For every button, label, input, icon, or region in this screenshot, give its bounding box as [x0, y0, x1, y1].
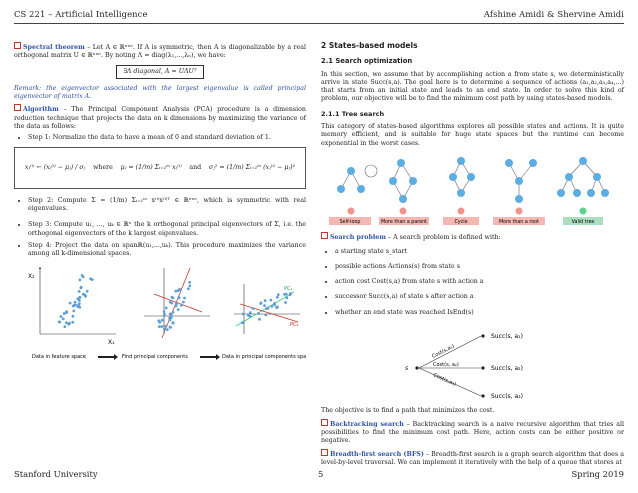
pca-steps-2: [14, 197, 306, 259]
scatter-point: [273, 304, 276, 307]
page-header: [14, 9, 624, 21]
label-more-than-root: More than a root: [499, 219, 539, 225]
scatter-point: [286, 297, 289, 300]
bullet-square-icon: [14, 42, 21, 49]
scatter-point: [78, 306, 81, 309]
section-2-1-1-heading: 2.1.1 Tree search: [321, 109, 385, 118]
search-item-start: • a starting state s_start: [335, 248, 624, 256]
algo-title: Algorithm: [23, 106, 59, 114]
scatter-point: [158, 326, 161, 329]
algo-paragraph: [14, 104, 306, 131]
scatter-point: [161, 326, 164, 329]
scatter-point: [276, 306, 279, 309]
scatter-point: [163, 328, 166, 331]
bfs-text: – Breadth-first search is a graph search algorithm that does a level-by-level traversal. We can implement it iteratively with the help of a queue that stores at: [321, 450, 624, 466]
search-problem-text: – A search problem is defined with:: [385, 234, 501, 242]
scatter-point: [69, 302, 72, 305]
scatter-point: [283, 293, 286, 296]
bullet-square-icon: [321, 232, 328, 239]
section-2-1-heading: 2.1 Search optimization: [321, 57, 413, 66]
scatter-point: [284, 302, 287, 305]
scatter-point: [169, 326, 172, 329]
scatter-point: [172, 322, 175, 325]
footer-term: Spring 2019: [571, 469, 624, 479]
search-problem-title: Search problem: [330, 234, 386, 242]
step-2: • Step 2: Compute Σ = (1/m) Σᵢ₌₁ᵐ x⁽ⁱ⁾x⁽ⁱ⁾ᵀ ∈ ℝⁿˣⁿ, which is symmetric with real eigenvalues.: [28, 197, 306, 214]
graph-succ-3: Succ(s, a₃): [491, 393, 523, 401]
scatter-point: [187, 288, 190, 291]
header-course: CS 221 – Artificial Intelligence: [14, 9, 148, 19]
scatter-point: [65, 322, 68, 325]
scatter-point: [58, 321, 61, 324]
search-item-isend: • whether an end state was reached IsEnd(s): [335, 309, 624, 317]
scatter-point: [258, 318, 261, 321]
feature-space-panel: [28, 268, 116, 346]
scatter-point: [180, 304, 183, 307]
scatter-point: [165, 307, 168, 310]
search-graph-figure: [321, 324, 624, 400]
caption-find-pcs: Find principal components: [122, 354, 188, 361]
scatter-point: [158, 321, 161, 324]
pca-steps: [14, 134, 306, 142]
scatter-point: [166, 329, 169, 332]
graph-succ-2: Succ(s, a₂): [491, 365, 523, 373]
backtracking-paragraph: [321, 419, 624, 446]
scatter-point: [265, 308, 268, 311]
label-valid-tree: Valid tree: [571, 219, 595, 225]
scatter-point: [276, 296, 279, 299]
pc-space-panel: [234, 284, 300, 334]
scatter-point: [79, 279, 82, 282]
scatter-point: [241, 322, 244, 325]
spectral-equation-wrap: [14, 65, 306, 79]
bullet-square-icon: [321, 419, 328, 426]
scatter-point: [264, 300, 267, 303]
tree-node: [347, 167, 355, 175]
scatter-point: [188, 285, 191, 288]
scatter-point: [163, 311, 166, 314]
x1-label: X₁: [108, 339, 115, 347]
scatter-point: [182, 301, 185, 304]
scatter-point: [177, 297, 180, 300]
backtracking-text: – Backtracking search is a naive recursive algorithm that tries all possibilities to find the minimum cost path. Here, action costs can be either positive or negative.: [321, 420, 624, 445]
scatter-point: [249, 312, 252, 315]
pc2-label: PC₂: [290, 322, 299, 329]
eq-sigma: σⱼ² = (1/m) Σᵢ₌₁ᵐ (xⱼ⁽ⁱ⁾ − μⱼ)²: [208, 163, 296, 171]
tree-search-paragraph: This category of states-based algorithms explores all possible states and actions. It is quite memory efficient, and is suitable for huge state spaces but the runtime can become exponential in the worst cases.: [321, 123, 624, 147]
spectral-equation: ∃Λ diagonal, A = UΛUᵀ: [116, 65, 203, 79]
pca-figure: [14, 264, 306, 364]
search-problem-paragraph: [321, 232, 624, 242]
algo-text: – The Principal Component Analysis (PCA) procedure is a dimension reduction technique that projects the data on k dimensions by maximizing the variance of the data as follows:: [14, 106, 306, 131]
search-item-cost: • action cost Cost(s,a) from state s with action a: [335, 278, 624, 286]
caption-feature-space: Data in feature space: [32, 354, 86, 361]
arrow-right-icon: [98, 354, 118, 360]
left-column: [14, 42, 306, 368]
section-2-heading: 2 States-based models: [321, 41, 418, 50]
graph-state-s: s: [405, 365, 409, 373]
step-3: • Step 3: Compute u₁, ..., uₖ ∈ ℝⁿ the k orthogonal principal eigenvectors of Σ, i.e. the orthogonal eigenvectors of the k largest eigenvalues.: [28, 221, 306, 238]
bfs-title: Breadth-first search (BFS): [330, 450, 424, 458]
footer-university: Stanford University: [14, 469, 98, 479]
page-number: 5: [318, 469, 324, 479]
scatter-point: [257, 313, 260, 316]
eq-mu: μⱼ = (1/m) Σᵢ₌₁ᵐ xⱼ⁽ⁱ⁾: [120, 163, 182, 171]
scatter-point: [161, 319, 164, 322]
search-problem-list: [321, 248, 624, 317]
scatter-point: [86, 290, 89, 293]
bfs-paragraph: [321, 449, 624, 468]
scatter-point: [62, 318, 65, 321]
spectral-paragraph: [14, 42, 306, 61]
scatter-point: [242, 313, 245, 316]
scatter-point: [263, 305, 266, 308]
scatter-point: [289, 294, 292, 297]
normalization-equations: [14, 147, 306, 189]
scatter-point: [270, 299, 273, 302]
scatter-point: [79, 296, 82, 299]
scatter-point: [72, 315, 75, 318]
scatter-point: [165, 325, 168, 328]
spectral-title: Spectral theorem: [23, 44, 85, 51]
graph-cost-1: Cost(s,a₁): [431, 343, 456, 360]
right-column: [321, 42, 624, 470]
graph-succ-1: Succ(s, a₁): [491, 333, 523, 341]
scatter-point: [68, 322, 71, 325]
step-4: • Step 4: Project the data on spanℝ(u₁,...,uₖ). This procedure maximizes the variance among all k-dimensional spaces.: [28, 242, 306, 259]
scatter-point: [170, 314, 173, 317]
label-self-loop: Self-loop: [339, 219, 361, 225]
scatter-point: [179, 289, 182, 292]
bullet-square-icon: [321, 449, 328, 456]
spectral-text: – Let A ∈ ℝⁿˣⁿ. If A is symmetric, then A is diagonalizable by a real orthogonal matrix U ∈ ℝⁿˣⁿ. By noting Λ = diag(λ₁,...,λₙ), we have:: [14, 44, 306, 60]
scatter-point: [172, 311, 175, 314]
step-1: • Step 1: Normalize the data to have a mean of 0 and standard deviation of 1.: [28, 134, 306, 142]
eq-x-normalized: xⱼ⁽ⁱ⁾ ← (xⱼ⁽ⁱ⁾ − μⱼ) / σⱼ: [24, 163, 86, 171]
header-authors: Afshine Amidi & Shervine Amidi: [483, 9, 624, 19]
label-more-than-parent: More than a parent: [380, 219, 428, 225]
scatter-point: [252, 308, 255, 311]
scatter-point: [80, 287, 83, 290]
principal-components-panel: [144, 268, 210, 338]
eq-where: where: [93, 163, 113, 171]
scatter-point: [271, 305, 274, 308]
scatter-point: [72, 310, 75, 313]
scatter-point: [175, 305, 178, 308]
scatter-point: [71, 321, 74, 324]
invalid-icons: [348, 207, 523, 214]
eq-and: and: [189, 163, 202, 171]
x2-label: X₂: [28, 273, 35, 281]
backtracking-title: Backtracking search: [330, 420, 404, 428]
pc1-label: PC₁: [284, 286, 293, 293]
graph-cost-2: Cost(s, a₂): [433, 362, 459, 369]
valid-check-icon: [580, 207, 587, 214]
scatter-point: [163, 313, 166, 316]
search-item-actions: • possible actions Actions(s) from state s: [335, 263, 624, 271]
objective-paragraph: The objective is to find a path that minimizes the cost.: [321, 407, 495, 415]
scatter-point: [78, 290, 81, 293]
scatter-point: [78, 300, 81, 303]
scatter-point: [82, 276, 85, 279]
scatter-point: [74, 301, 77, 304]
search-item-succ: • successor Succ(s,a) of state s after action a: [335, 293, 624, 301]
bullet-square-icon: [14, 104, 21, 111]
scatter-point: [260, 302, 263, 305]
scatter-point: [74, 304, 77, 307]
scatter-point: [169, 319, 172, 322]
header-rule: [14, 23, 624, 24]
scatter-point: [89, 278, 92, 281]
scatter-point: [247, 314, 250, 317]
scatter-point: [177, 309, 180, 312]
scatter-point: [60, 316, 63, 319]
arrow-right-icon: [200, 354, 220, 360]
scatter-point: [174, 290, 177, 293]
scatter-point: [171, 296, 174, 299]
scatter-point: [264, 314, 267, 317]
label-cycle: Cycle: [454, 219, 468, 225]
remark: Remark: the eigenvector associated with the largest eigenvalue is called principal eigenvector of matrix A.: [14, 84, 306, 101]
tree-examples-figure: [321, 151, 624, 229]
scatter-point: [170, 302, 173, 305]
caption-pc-space: Data in principal components space: [222, 354, 306, 361]
scatter-point: [183, 297, 186, 300]
graph-cost-3: Cost(s,a₃): [432, 372, 457, 388]
scatter-point: [63, 326, 66, 329]
scatter-point: [188, 281, 191, 284]
scatter-point: [277, 294, 280, 297]
scatter-point: [65, 312, 68, 315]
scatter-point: [82, 293, 85, 296]
intro-paragraph: In this section, we assume that by accomplishing action a from state s, we deterministically arrive in state Succ(s,a). The goal here is to determine a sequence of actions (a₁,a₂,a₃,a₄,...) that starts from an initial state and leads to an end state. In order to solve this kind of problem, our objective will be to find the minimum cost path by using states-based models.: [321, 70, 624, 103]
